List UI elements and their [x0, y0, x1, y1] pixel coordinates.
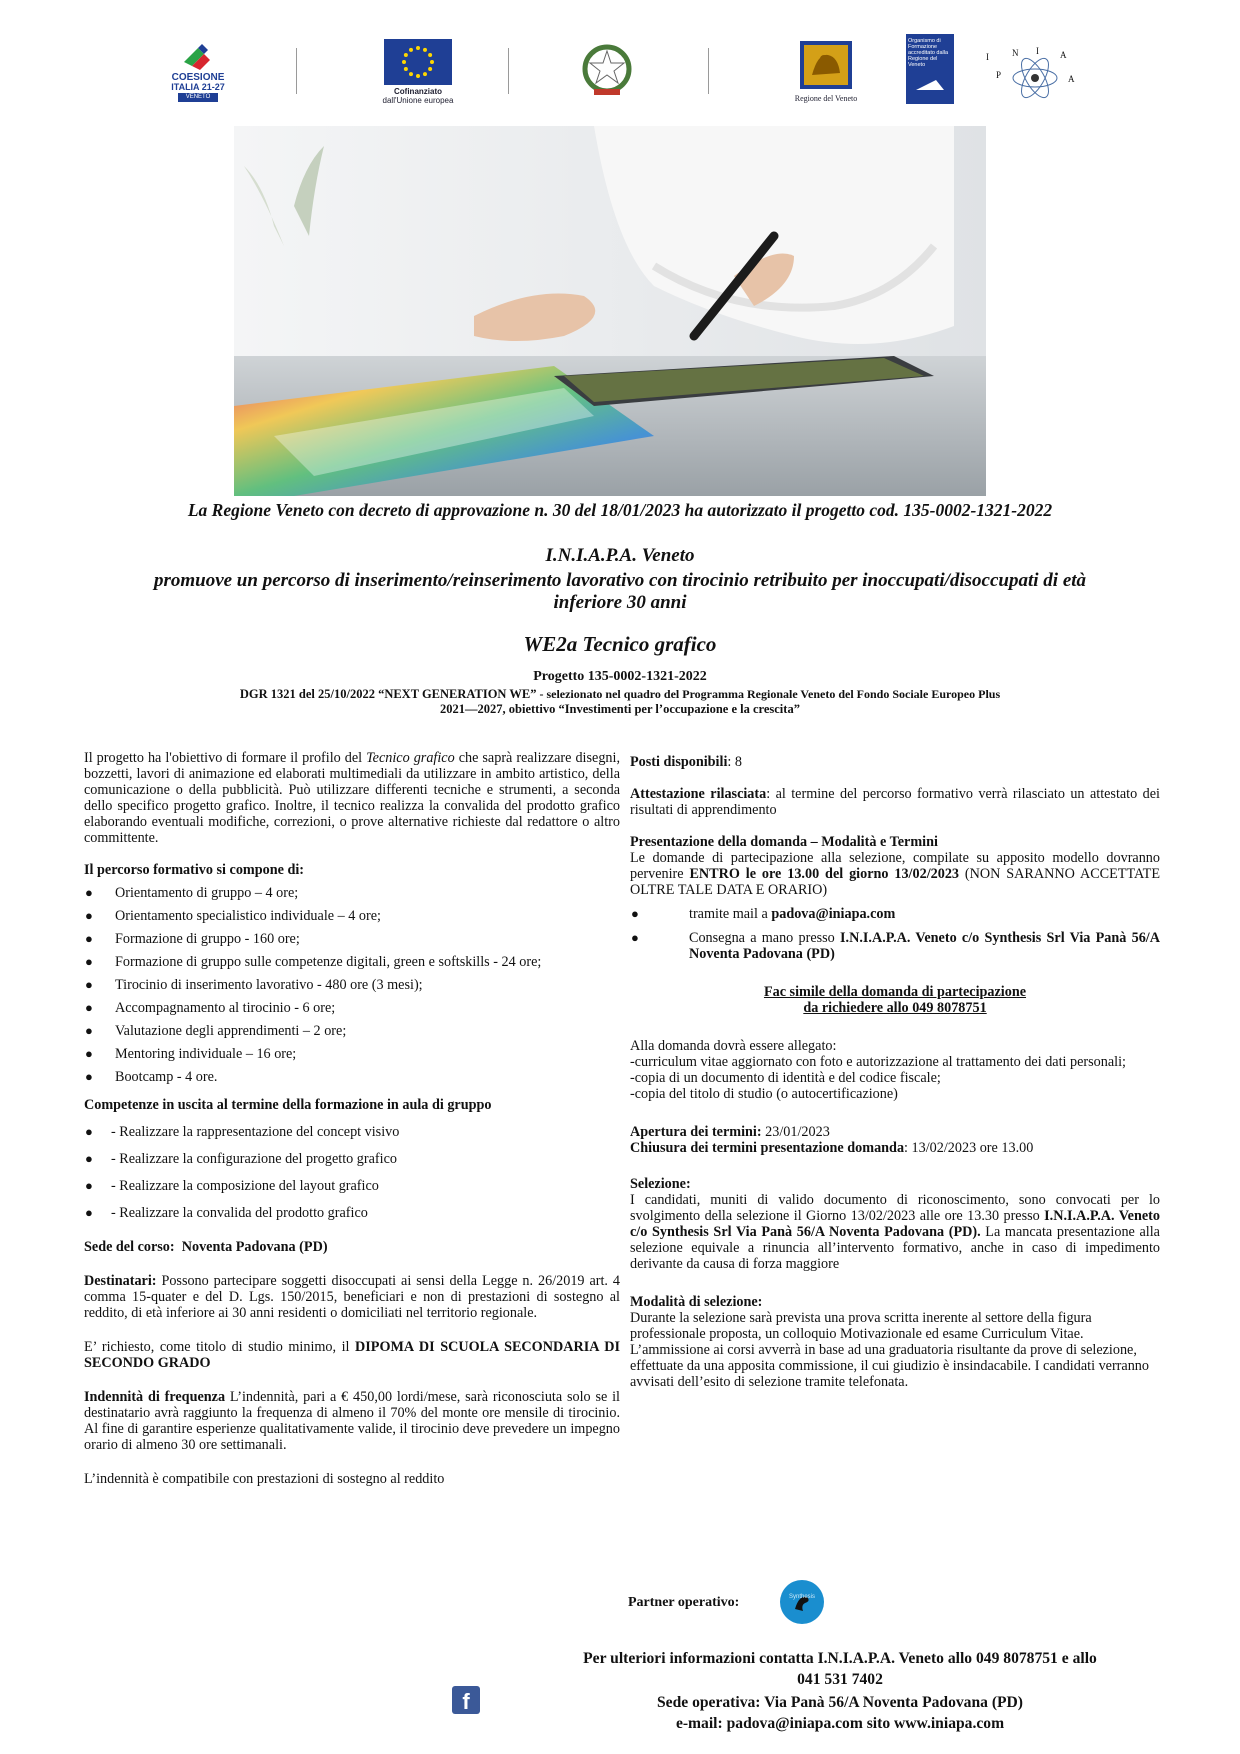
- sede-corso: Sede del corso: Noventa Padovana (PD): [84, 1239, 328, 1255]
- modalita-paragraph: Durante la selezione sarà prevista una prova scritta inerente al settore della figura professionale proposta, un colloquio Motivazionale ed esame Curriculum Vitae. L’ammissione ai corsi avverrà in base ad una graduatoria risultante da prove di selezione, effettuate da una apposita commissione, il cui giudizio è insindacabile. I candidati verranno avvisati dell’esito di selezione tramite telefonata.: [630, 1310, 1149, 1390]
- bullet-icon: ●: [85, 885, 93, 900]
- submit-by-hand: ● Consegna a mano presso I.N.I.A.P.A. Veneto c/o Synthesis Srl Via Panà 56/A Noventa Padovana (PD): [631, 930, 1160, 962]
- presentazione-paragraph: Le domande di partecipazione alla selezione, compilate su apposito modello dovranno pervenire ENTRO le ore 13.00 del giorno 13/02/2023 (NON SARANNO ACCETTATE OLTRE TALE DATA E ORARIO): [630, 850, 1160, 898]
- dgr-text: [60, 687, 1180, 717]
- competenze-title: Competenze in uscita al termine della formazione in aula di gruppo: [84, 1097, 492, 1113]
- iniapa-letter: I: [1036, 46, 1039, 56]
- presentazione-title: Presentazione della domanda – Modalità e Termini: [630, 834, 938, 850]
- list-item: [84, 1000, 620, 1016]
- bullet-icon: ●: [85, 931, 93, 946]
- bullet-icon: ●: [631, 930, 639, 945]
- list-item: [84, 885, 620, 901]
- titolo-studio-paragraph: E’ richiesto, come titolo di studio minimo, il DIPOMA DI SCUOLA SECONDARIA DI SECONDO GRADO: [84, 1339, 620, 1371]
- iniapa-letter: A: [1060, 50, 1067, 60]
- eu-star: [423, 72, 427, 76]
- eu-star: [404, 67, 408, 71]
- bullet-icon: ●: [85, 954, 93, 969]
- left-column: [84, 750, 620, 1487]
- bullet-icon: ●: [85, 1178, 93, 1193]
- percorso-title: Il percorso formativo si compone di:: [84, 862, 305, 878]
- submit-by-mail: ● tramite mail a padova@iniapa.com: [631, 906, 896, 922]
- list-item-text: Accompagnamento al tirocinio - 6 ore;: [115, 1000, 336, 1016]
- coesione-mark-icon: [178, 42, 218, 72]
- list-item: [84, 977, 620, 993]
- iniapa-letter: I: [986, 52, 989, 62]
- logo-organismo-formazione: [906, 34, 954, 104]
- eu-flag-icon: [384, 39, 452, 85]
- bullet-icon: ●: [85, 908, 93, 923]
- logo-coesione-italia: [168, 36, 228, 108]
- eu-star: [428, 53, 432, 57]
- list-item: [84, 1205, 620, 1221]
- allegato-title: Alla domanda dovrà essere allegato:: [630, 1038, 837, 1054]
- list-item: [84, 931, 620, 947]
- percorso-list: [84, 885, 620, 1085]
- project-code: Progetto 135-0002-1321-2022: [533, 669, 707, 684]
- list-item-text: - Realizzare la rappresentazione del concept visivo: [111, 1124, 400, 1140]
- compatibile-note: L’indennità è compatibile con prestazioni di sostegno al reddito: [84, 1471, 445, 1487]
- iniapa-letter: N: [1012, 48, 1019, 58]
- list-item-text: Bootcamp - 4 ore.: [115, 1069, 218, 1085]
- coesione-line1: COESIONE: [171, 72, 225, 84]
- list-item: [84, 1124, 620, 1140]
- list-item: [84, 954, 620, 970]
- bullet-icon: ●: [85, 977, 93, 992]
- logo-iniapa: [986, 46, 1080, 102]
- list-item-text: - Realizzare la convalida del prodotto grafico: [111, 1205, 368, 1221]
- list-item: [84, 1151, 620, 1167]
- eu-star: [404, 53, 408, 57]
- list-item: [84, 908, 620, 924]
- synthesis-figure-icon: [787, 1587, 817, 1617]
- attestazione-paragraph: Attestazione rilasciata: al termine del percorso formativo verrà rilasciato un attestato dei risultati di apprendimento: [630, 786, 1160, 818]
- allegato-item: -copia di un documento di identità e del codice fiscale;: [630, 1070, 941, 1086]
- lion-of-st-mark-icon: [798, 39, 854, 91]
- footer-line3: Sede operativa: Via Panà 56/A Noventa Padovana (PD): [656, 1694, 1023, 1711]
- list-item: [84, 1046, 620, 1062]
- eu-star: [409, 72, 413, 76]
- facebook-glyph: f: [462, 1689, 470, 1714]
- indennita-paragraph: Indennità di frequenza L’indennità, pari a € 450,00 lordi/mese, sarà riconosciuta solo se il destinatario avrà raggiunto la frequenza di almeno il 70% del monte ore mensile di tirocinio. Al fine di garantire esperienze qualitativamente valide, il tirocinio deve prevedere un impegno orario di almeno 30 ore settimanali.: [84, 1389, 620, 1453]
- list-item-text: Orientamento specialistico individuale – 4 ore;: [115, 908, 381, 924]
- bullet-icon: ●: [85, 1069, 93, 1084]
- logo-repubblica-italiana: [574, 34, 640, 108]
- iniapa-letter: A: [1068, 74, 1075, 84]
- list-item-text: Formazione di gruppo - 160 ore;: [115, 931, 300, 947]
- list-item-text: Mentoring individuale – 16 ore;: [115, 1046, 297, 1062]
- allegato-item: -copia del titolo di studio (o autocertificazione): [630, 1086, 898, 1102]
- promo-line1: promuove un percorso di inserimento/reinserimento lavorativo con tirocinio retribuito per inoccupati/disoccupati di età: [153, 570, 1087, 591]
- posti-disponibili: Posti disponibili: 8: [630, 754, 742, 770]
- coesione-region: VENETO: [178, 93, 219, 102]
- list-item-text: Orientamento di gruppo – 4 ore;: [115, 885, 299, 901]
- eu-line2: dall'Unione europea: [382, 95, 454, 105]
- footer-line2: 041 531 7402: [797, 1671, 883, 1688]
- eu-star: [423, 48, 427, 52]
- modalita-title: Modalità di selezione:: [630, 1294, 763, 1310]
- list-item-text: Tirocinio di inserimento lavorativo - 480 ore (3 mesi);: [115, 977, 423, 993]
- hero-photo: [234, 126, 986, 496]
- bullet-icon: ●: [631, 906, 639, 921]
- destinatari-paragraph: Destinatari: Possono partecipare soggetti disoccupati ai sensi della Legge n. 26/2019 art. 4 comma 15-quater e del D. Lgs. 150/2015, beneficiari e non di prestazioni di sostegno al reddito, di età inferiore ai 30 anni residenti o domiciliati nel territorio regionale.: [84, 1273, 620, 1321]
- bullet-icon: ●: [85, 1023, 93, 1038]
- emblem-italy-icon: [576, 39, 638, 103]
- decree-line: La Regione Veneto con decreto di approvazione n. 30 del 18/01/2023 ha autorizzato il progetto cod. 135-0002-1321-2022: [187, 500, 1053, 520]
- logo-divider: [508, 48, 509, 94]
- eu-star: [430, 60, 434, 64]
- dgr-bold: DGR 1321 del 25/10/2022 “NEXT GENERATION WE”: [239, 687, 537, 701]
- list-item: [84, 1069, 620, 1085]
- competenze-list: [84, 1124, 620, 1221]
- dgr-line2: 2021—2027, obiettivo “Investimenti per l’occupazione e la crescita”: [440, 702, 800, 716]
- allegato-list: [630, 1054, 1160, 1102]
- list-item-text: Valutazione degli apprendimenti – 2 ore;: [115, 1023, 347, 1039]
- logo-divider: [296, 48, 297, 94]
- logo-regione-veneto: [786, 34, 866, 108]
- footer-line1: Per ulteriori informazioni contatta I.N.I.A.P.A. Veneto allo 049 8078751 e allo: [583, 1650, 1097, 1667]
- mail-link[interactable]: padova@iniapa.com: [771, 906, 896, 922]
- eu-star: [416, 74, 420, 78]
- promo-text: [60, 570, 1180, 614]
- allegato-item: -curriculum vitae aggiornato con foto e autorizzazione al trattamento dei dati personali;: [630, 1054, 1126, 1070]
- facebook-icon[interactable]: [452, 1686, 480, 1714]
- apertura-termini: Apertura dei termini: 23/01/2023: [630, 1124, 830, 1140]
- selezione-paragraph: I candidati, muniti di valido documento di riconoscimento, sono convocati per lo svolgimento della selezione il Giorno 13/02/2023 alle ore 13.30 presso I.N.I.A.P.A. Veneto c/o Synthesis Srl Via Panà 56/A Noventa Padovana (PD). La mancata presentazione alla selezione equivale a rinuncia all’intervento formativo, anche in caso di impedimento derivante da causa di forza maggiore: [630, 1192, 1160, 1272]
- course-title: WE2a Tecnico grafico: [523, 632, 717, 656]
- logo-divider: [708, 48, 709, 94]
- eu-star: [409, 48, 413, 52]
- bullet-icon: ●: [85, 1000, 93, 1015]
- bullet-icon: ●: [85, 1205, 93, 1220]
- fac-simile-note: Fac simile della domanda di partecipazione da richiedere allo 049 8078751: [763, 984, 1027, 1016]
- organismo-text: Organismo di Formazione accreditato dalla Regione del Veneto: [908, 38, 949, 69]
- bullet-icon: ●: [85, 1151, 93, 1166]
- right-column: [630, 754, 1160, 1390]
- list-item: [84, 1023, 620, 1039]
- intro-paragraph: Il progetto ha l'obiettivo di formare il profilo del Tecnico grafico che saprà realizzare disegni, bozzetti, lavori di animazione ed elaborati multimediali da utilizzare in ambito artistico, della comunicazione o della pubblicità. Può utilizzare differenti tecniche e strumenti, a seconda dello specifico progetto grafico. Inoltre, il tecnico realizza la convalida del prodotto grafico elaborando eventuali modifiche, correzioni, o prove alternative richieste dal redattore o altro committente.: [84, 750, 620, 846]
- chiusura-termini: Chiusura dei termini presentazione domanda: 13/02/2023 ore 13.00: [630, 1140, 1034, 1156]
- list-item: [84, 1178, 620, 1194]
- eu-star: [416, 46, 420, 50]
- regione-label: Regione del Veneto: [794, 93, 858, 103]
- bullet-icon: ●: [85, 1046, 93, 1061]
- partner-label: Partner operativo:: [628, 1595, 740, 1610]
- footer-contacts: [540, 1648, 1140, 1734]
- selezione-title: Selezione:: [630, 1176, 691, 1192]
- partner-logo-synthesis[interactable]: [780, 1580, 824, 1624]
- list-item-text: - Realizzare la composizione del layout grafico: [111, 1178, 379, 1194]
- eu-star: [402, 60, 406, 64]
- eu-line1: Cofinanziato: [394, 86, 442, 96]
- eu-star: [428, 67, 432, 71]
- dgr-rest: - selezionato nel quadro del Programma Regionale Veneto del Fondo Sociale Europeo Plus: [536, 687, 1001, 701]
- bullet-icon: ●: [85, 1124, 93, 1139]
- logo-eu: [366, 36, 470, 108]
- org-name: I.N.I.A.P.A. Veneto: [545, 545, 695, 566]
- footer-line4[interactable]: e-mail: padova@iniapa.com sito www.iniapa.com: [675, 1715, 1005, 1732]
- promo-line2: inferiore 30 anni: [553, 592, 687, 613]
- iniapa-letter: P: [996, 70, 1002, 80]
- list-item-text: Formazione di gruppo sulle competenze digitali, green e softskills - 24 ore;: [115, 954, 542, 970]
- list-item-text: - Realizzare la configurazione del progetto grafico: [111, 1151, 397, 1167]
- coesione-line2: ITALIA 21-27: [171, 82, 225, 93]
- partner-logo-text: Synthesis: [788, 1594, 815, 1600]
